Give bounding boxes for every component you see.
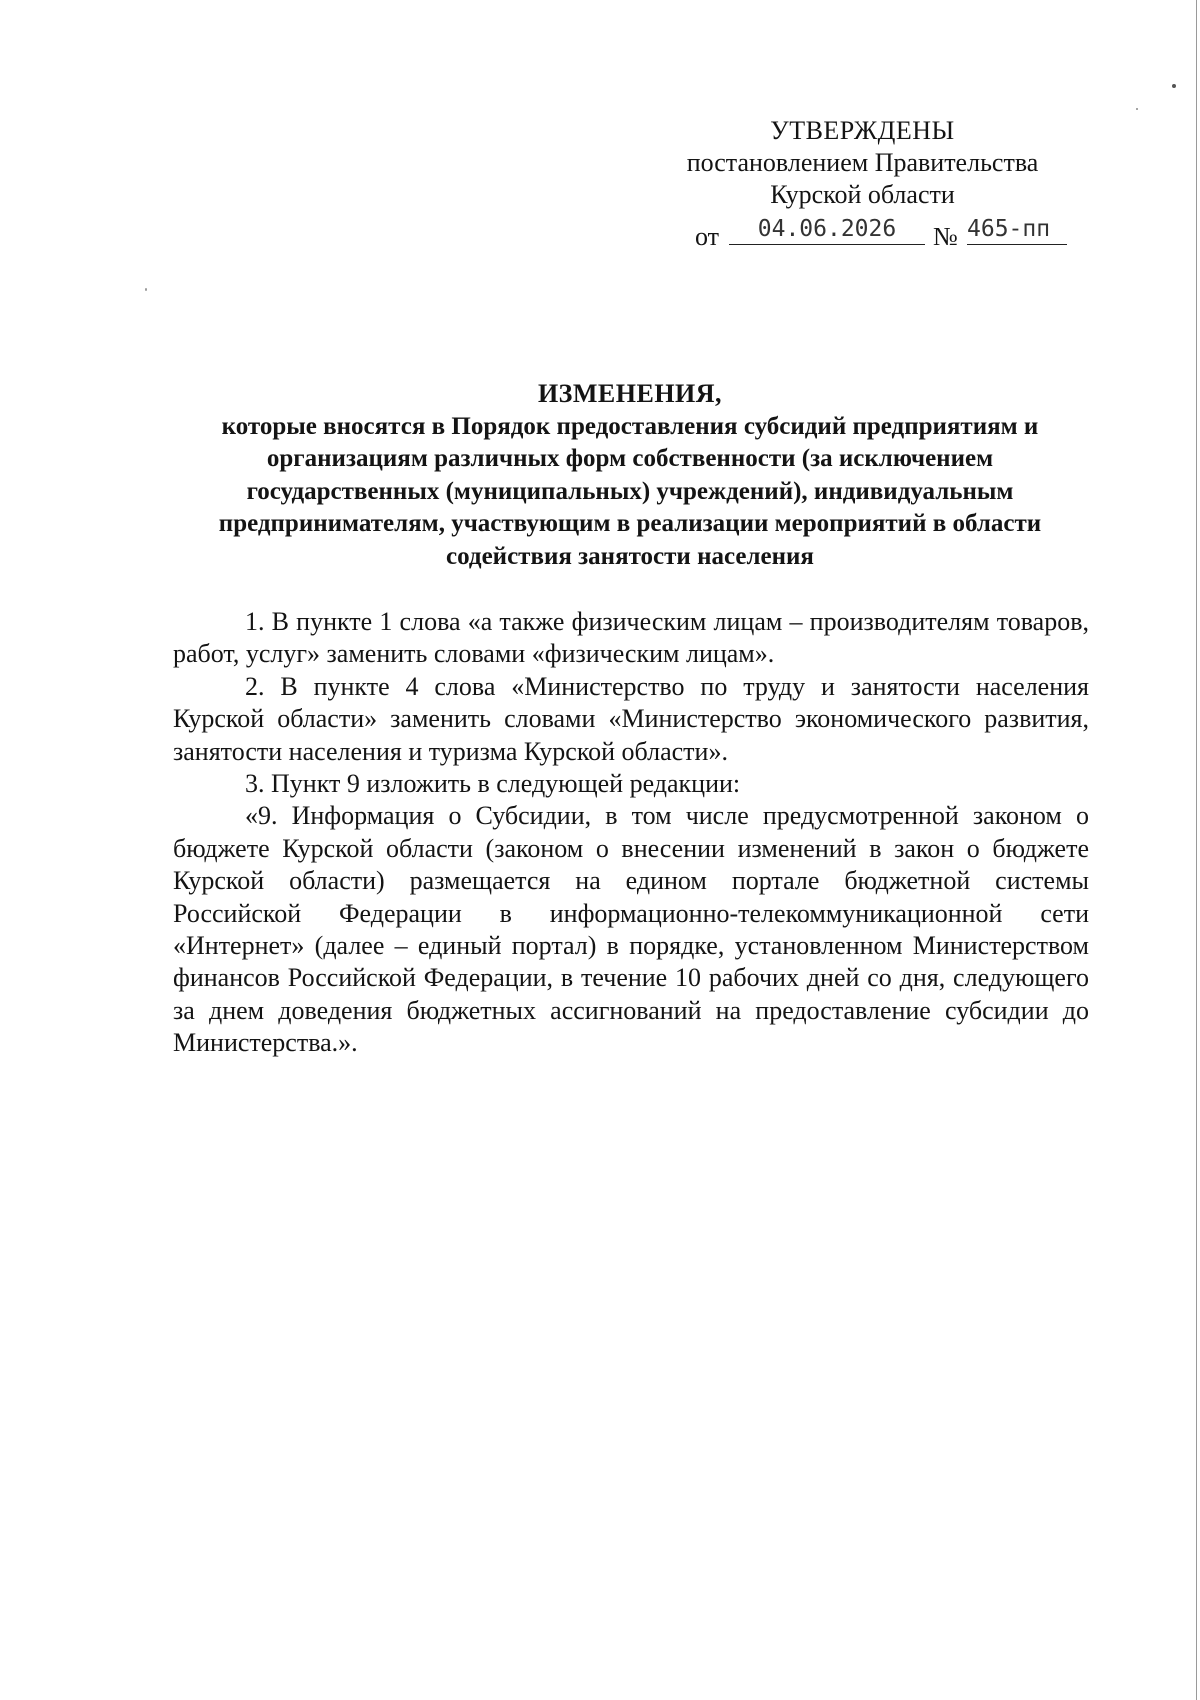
scan-speck	[1172, 84, 1176, 88]
paragraph-3: 3. Пункт 9 изложить в следующей редакции:	[245, 769, 741, 799]
heading-title: ИЗМЕНЕНИЯ,	[537, 379, 723, 408]
heading-subtitle: которые вносятся в Порядок предоставления субсидий предприятиям и организациям различных форм собственности (за исключением государственных (муниципальных) учреждений), индивидуальным предпринимателям, участвующим в реализации мероприятий в области содействия занятости населения	[218, 412, 1042, 570]
approval-line-decree: постановлением Правительства	[686, 148, 1039, 177]
document-body	[173, 606, 1089, 1060]
document-heading	[170, 378, 1090, 573]
number-sign: №	[933, 222, 958, 251]
approval-title: УТВЕРЖДЕНЫ	[770, 116, 955, 145]
paragraph-4: «9. Информация о Субсидии, в том числе предусмотренной законом о бюджете Курской области (законом о внесении изменений в закон о бюджете Курской области) размещается на едином портале бюджетной системы Российской Федерации в информационно-телекоммуникационной сети «Интернет» (далее – единый портал) в порядке, установленном Министерством финансов Российской Федерации, в течение 10 рабочих дней со дня, следующего за днем доведения бюджетных ассигнований на предоставление субсидии до Министерства.».	[173, 801, 1089, 1058]
paragraph-1: 1. В пункте 1 слова «а также физическим лицам – производителям товаров, работ, услуг» заменить словами «физическим лицам».	[173, 607, 1089, 669]
approval-date-row	[695, 214, 1095, 250]
scan-speck	[1136, 108, 1138, 110]
approval-date: 04.06.2026	[729, 214, 925, 245]
approval-line-region: Курской области	[770, 180, 955, 209]
date-prefix: от	[695, 222, 720, 251]
approval-number: 465-пп	[967, 214, 1067, 245]
scan-edge-line	[1196, 0, 1197, 1700]
paragraph-2: 2. В пункте 4 слова «Министерство по труду и занятости населения Курской области» заменить словами «Министерство экономического развития, занятости населения и туризма Курской области».	[173, 671, 1089, 766]
scan-speck	[145, 288, 147, 291]
approval-block	[640, 115, 1085, 211]
